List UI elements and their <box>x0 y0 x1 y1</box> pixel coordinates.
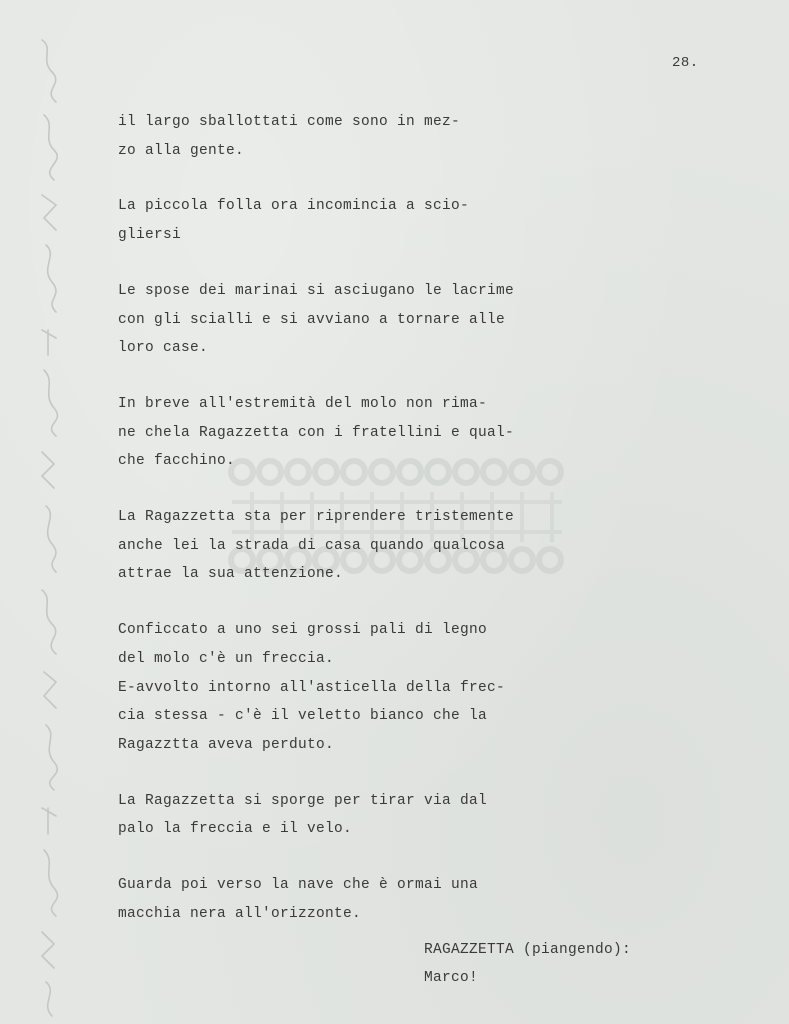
body-text <box>118 108 638 955</box>
text-line: Ragazztta aveva perduto. <box>118 736 335 753</box>
text-line: attrae la sua attenzione. <box>118 566 344 583</box>
paragraph <box>118 390 638 476</box>
paragraph <box>118 787 638 844</box>
text-line: che facchino. <box>118 453 236 470</box>
text-line: E-avvolto intorno all'asticella della frec- <box>118 679 506 696</box>
speaker-name: RAGAZZETTA (piangendo): <box>424 942 632 958</box>
dialogue-line: Marco! <box>424 970 479 986</box>
paragraph <box>118 871 638 928</box>
text-line: In breve all'estremità del molo non rima- <box>118 395 488 412</box>
page-number: 28. <box>672 55 699 71</box>
paragraph <box>118 108 638 165</box>
paragraph <box>118 192 638 249</box>
text-line: ne chela Ragazzetta con i fratellini e qual- <box>118 424 515 441</box>
text-line: Le spose dei marinai si asciugano le lacrime <box>118 282 515 299</box>
paragraph <box>118 277 638 363</box>
text-line: zo alla gente. <box>118 142 245 159</box>
dialogue-block <box>424 936 631 992</box>
text-line: palo la freccia e il velo. <box>118 821 353 838</box>
text-line: La Ragazzetta si sporge per tirar via dal <box>118 792 488 809</box>
text-line: macchia nera all'orizzonte. <box>118 905 362 922</box>
text-line: il largo sballottati come sono in mez- <box>118 114 461 130</box>
text-line: gliersi <box>118 227 182 244</box>
text-line: del molo c'è un freccia. <box>118 650 335 667</box>
text-line: anche lei la strada di casa quando qualcosa <box>118 537 506 554</box>
text-line: cia stessa - c'è il veletto bianco che la <box>118 708 488 725</box>
text-line: loro case. <box>118 340 209 357</box>
text-line: con gli scialli e si avviano a tornare alle <box>118 311 506 328</box>
paragraph <box>118 503 638 589</box>
decorative-left-border <box>36 20 62 1020</box>
paragraph <box>118 616 638 760</box>
text-line: Conficcato a uno sei grossi pali di legno <box>118 622 488 639</box>
text-line: La piccola folla ora incomincia a scio- <box>118 198 470 215</box>
text-line: Guarda poi verso la nave che è ormai una <box>118 877 479 894</box>
text-line: La Ragazzetta sta per riprendere tristemente <box>118 509 515 526</box>
